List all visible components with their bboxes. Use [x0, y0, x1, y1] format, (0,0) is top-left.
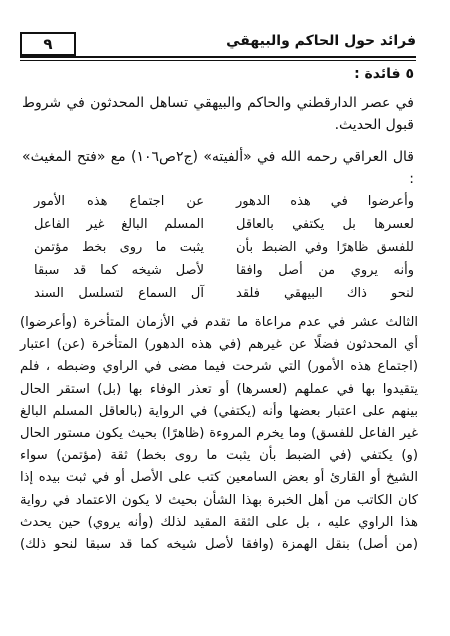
- verse-first-hemistich: لعسرها بل يكتفي بالعاقل: [236, 217, 414, 232]
- poem-verse: [22, 286, 414, 309]
- commentary-line: يتقيدوا بها في عملهم (لعسرها) أو تعذر الوفاء بها (بل) استقر الحال: [20, 381, 418, 397]
- page-number-box: [20, 32, 76, 56]
- paragraph-intro: في عصر الدارقطني والحاكم والبيهقي تساهل المحدثون في شروط قبول الحديث.: [22, 95, 414, 133]
- verse-first-hemistich: وأعرضوا في هذه الدهور: [236, 194, 414, 209]
- commentary-block: [20, 312, 418, 556]
- verse-second-hemistich: آل السماع لتسلسل السند: [34, 286, 204, 301]
- verse-second-hemistich: عن اجتماع هذه الأمور: [34, 194, 204, 209]
- poem-verse: [22, 240, 414, 263]
- header-rule-thin: [20, 60, 416, 61]
- commentary-line: الشيخ أو القارئ أو بعض السامعين كتب على الأصل أو في ثبت بيده إذا: [20, 470, 418, 486]
- commentary-line: بينهم على اعتبار بعضها وأنه (يكتفي) في الرواية (بالعاقل المسلم البالغ: [20, 403, 418, 419]
- commentary-line: (و) يكتفي (في الضبط بأن يثبت ما روى بخط) ثقة (مؤتمن) سواء: [20, 448, 418, 464]
- header-rule: [20, 56, 416, 58]
- page-number: ٩: [43, 35, 53, 53]
- verse-first-hemistich: وأنه يروي من أصل وافقا: [236, 263, 414, 278]
- commentary-line: (من أصل) بنقل الهمزة (وافقا لأصل شيخه كما قد سبقا لنحو ذلك): [20, 537, 418, 553]
- verse-second-hemistich: يثبت ما روى بخط مؤتمن: [34, 240, 204, 255]
- section-heading: ٥ فائدة :: [354, 66, 414, 82]
- poem-block: [22, 194, 414, 309]
- paragraph-citation: قال العراقي رحمه الله في «ألفيته» (ج٢ص١٠٦) مع «فتح المغيث» :: [22, 149, 414, 187]
- verse-first-hemistich: لنحو ذاك البيهقي فلقد: [236, 286, 414, 301]
- running-header: [20, 30, 416, 58]
- commentary-line: (اجتماع هذه الأمور) التي شرحت فيما مضى في الراوي وضبطه ، فلم: [20, 359, 418, 375]
- poem-verse: [22, 194, 414, 217]
- commentary-line: هذا الراوي عليه ، بل على الثقة المقيد لذلك (وأنه يروي) حين يحدث: [20, 514, 418, 530]
- verse-first-hemistich: للفسق ظاهرًا وفي الضبط بأن: [236, 240, 414, 255]
- commentary-line: غير الفاعل للفسق) وما يخرم المروءة (ظاهرًا) بحيث يكون مستور الحال: [20, 426, 418, 442]
- commentary-line: كان الكاتب من أهل الخبرة بهذا الشأن بحيث لا يكون الاعتماد في رواية: [20, 492, 418, 508]
- poem-verse: [22, 217, 414, 240]
- poem-verse: [22, 263, 414, 286]
- commentary-line: أي المحدثون فضلًا عن غيرهم (في هذه الدهور) المتأخرة (عن) اعتبار: [20, 337, 418, 353]
- verse-second-hemistich: لأصل شيخه كما قد سبقا: [34, 263, 204, 278]
- commentary-line: الثالث عشر في عدم مراعاة ما تقدم في الأزمان المتأخرة (وأعرضوا): [20, 315, 418, 330]
- verse-second-hemistich: المسلم البالغ غير الفاعل: [34, 217, 204, 232]
- book-title: فرائد حول الحاكم والبيهقي: [226, 33, 416, 49]
